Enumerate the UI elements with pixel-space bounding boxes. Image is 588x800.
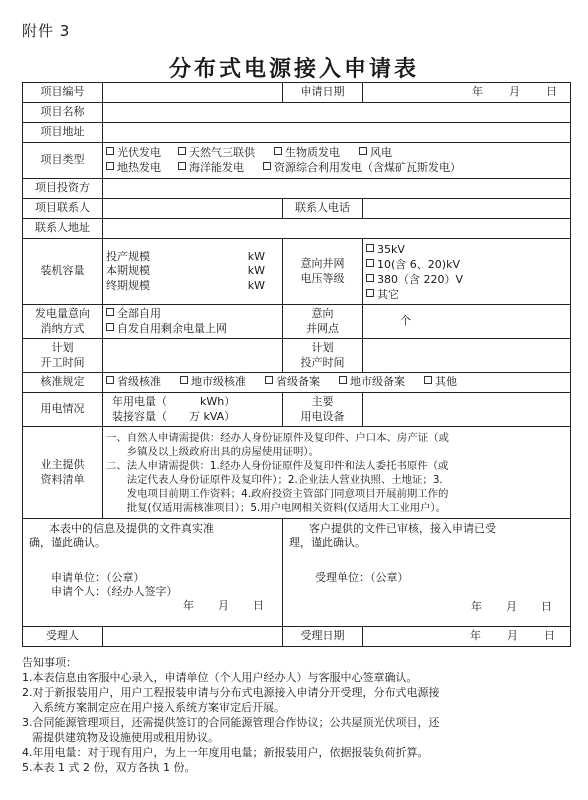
consumption-options	[103, 305, 283, 339]
plan-start-label: 计划 开工时间	[23, 339, 103, 373]
voltage-label: 意向并网 电压等级	[283, 239, 363, 305]
project-no-field[interactable]	[103, 83, 283, 103]
applicant-date[interactable]: 年 月 日	[183, 599, 264, 613]
checkbox-surplus-to-grid[interactable]: 自发自用剩余电量上网	[106, 322, 279, 336]
handler-field[interactable]	[103, 627, 283, 647]
checkbox-provincial-approval[interactable]: 省级核准	[106, 375, 161, 388]
checkbox-resource[interactable]: 资源综合利用发电（含煤矿瓦斯发电）	[263, 161, 461, 174]
checkbox-35kv[interactable]: 35kV	[366, 242, 567, 257]
checkbox-biomass[interactable]: 生物质发电	[274, 146, 340, 159]
doc-line: 乡镇及以上级政府出具的房屋使用证明）。	[106, 445, 320, 458]
checkbox-self-use[interactable]: 全部自用	[106, 307, 279, 321]
documents-list	[103, 427, 571, 519]
project-name-field[interactable]	[103, 103, 571, 123]
checkbox-other-voltage[interactable]: 其它	[366, 287, 567, 302]
applicant-statement: 本表中的信息及提供的文件真实准	[49, 522, 214, 535]
apply-date-label: 申请日期	[283, 83, 363, 103]
accept-date-field[interactable]: 年 月 日	[363, 627, 571, 647]
checkbox-provincial-filing[interactable]: 省级备案	[265, 375, 320, 388]
main-equipment-label: 主要 用电设备	[283, 393, 363, 427]
notice-line: 5.本表 1 式 2 份，双方各执 1 份。	[22, 761, 196, 774]
applicant-sign-block	[23, 519, 283, 627]
plan-production-field[interactable]	[363, 339, 571, 373]
apply-date-field[interactable]	[363, 83, 571, 103]
acceptor-unit-seal[interactable]: 受理单位：（公章）	[315, 570, 409, 584]
notice-heading: 告知事项：	[22, 656, 77, 669]
capacity-field[interactable]	[103, 239, 283, 305]
electricity-use-label: 用电情况	[23, 393, 103, 427]
doc-line: 二、法人申请需提供：1.经办人身份证原件及复印件和法人委托书原件（或	[106, 459, 449, 472]
notice-line: 1.本表信息由客服中心录入，申请单位（个人用户经办人）与客服中心签章确认。	[22, 671, 418, 684]
investor-field[interactable]	[103, 179, 571, 199]
checkbox-ocean[interactable]: 海洋能发电	[178, 161, 244, 174]
unit-ge: 个	[400, 314, 411, 328]
project-address-label: 项目地址	[23, 123, 103, 143]
acceptor-sign-block	[283, 519, 571, 627]
form-title: 分布式电源接入申请表	[168, 57, 419, 82]
attachment-label: 附件 3	[22, 22, 71, 40]
approval-options	[103, 373, 571, 393]
notice-section	[22, 655, 570, 775]
contact-address-label: 联系人地址	[23, 219, 103, 239]
applicant-person-sign[interactable]: 申请个人：（经办人签字）	[51, 584, 178, 598]
contact-phone-field[interactable]	[363, 199, 571, 219]
checkbox-geothermal[interactable]: 地热发电	[106, 161, 161, 174]
unit-kw: kW	[247, 250, 265, 264]
acceptor-statement: 客户提供的文件已审核，接入申请已受	[309, 522, 496, 535]
acceptor-statement-cont: 理，谨此确认。	[289, 536, 366, 550]
accept-date-label: 受理日期	[283, 627, 363, 647]
doc-line: 一、自然人申请需提供：经办人身份证原件及复印件、户口本、房产证（或	[106, 431, 449, 444]
contact-person-label: 项目联系人	[23, 199, 103, 219]
project-type-options	[103, 143, 571, 179]
acceptor-date[interactable]: 年 月 日	[471, 599, 552, 613]
applicant-statement-cont: 确，谨此确认。	[29, 536, 106, 550]
year-label: 年	[472, 85, 483, 99]
consumption-label: 发电量意向 消纳方式	[23, 305, 103, 339]
contact-person-field[interactable]	[103, 199, 283, 219]
capacity-row-label: 终期规模	[106, 278, 150, 292]
approval-label: 核准规定	[23, 373, 103, 393]
plan-production-label: 计划 投产时间	[283, 339, 363, 373]
checkbox-city-filing[interactable]: 地市级备案	[339, 375, 405, 388]
notice-line: 入系统方案制定应在用户接入系统方案审定后开展。	[32, 701, 285, 714]
unit-kw: kW	[247, 264, 265, 278]
applicant-unit-seal[interactable]: 申请单位：（公章）	[51, 570, 145, 584]
project-address-field[interactable]	[103, 123, 571, 143]
notice-line: 4.年用电量：对于现有用户，为上一年度用电量；新报装用户，依据报装负荷折算。	[22, 746, 429, 759]
checkbox-10kv[interactable]: 10(含 6、20)kV	[366, 257, 567, 272]
application-form-table	[22, 82, 571, 647]
capacity-label: 装机容量	[23, 239, 103, 305]
checkbox-380v[interactable]: 380（含 220）V	[366, 272, 567, 287]
electricity-use-field[interactable]: 年用电量（ kWh） 装接容量（ 万 kVA）	[103, 393, 283, 427]
notice-line: 3.合同能源管理项目，还需提供签订的合同能源管理合作协议；公共屋顶光伏项目，还	[22, 716, 440, 729]
day-label: 日	[546, 85, 557, 99]
project-name-label: 项目名称	[23, 103, 103, 123]
plan-start-field[interactable]	[103, 339, 283, 373]
contact-address-field[interactable]	[103, 219, 571, 239]
unit-kw: kW	[247, 278, 265, 292]
doc-line: 批复(仅适用需核准项目）；5.用户电网相关资料(仅适用大工业用户）。	[106, 501, 447, 514]
doc-line: 发电项目前期工作资料；4.政府投资主管部门同意项目开展前期工作的	[106, 487, 449, 500]
checkbox-city-approval[interactable]: 地市级核准	[180, 375, 246, 388]
grid-point-label: 意向 并网点	[283, 305, 363, 339]
main-equipment-field[interactable]	[363, 393, 571, 427]
month-label: 月	[509, 85, 520, 99]
grid-point-field[interactable]	[363, 305, 571, 339]
notice-line: 2.对于新报装用户，用户工程报装申请与分布式电源接入申请分开受理，分布式电源接	[22, 686, 440, 699]
handler-label: 受理人	[23, 627, 103, 647]
notice-line: 需提供建筑物及设施使用或租用协议。	[32, 731, 219, 744]
investor-label: 项目投资方	[23, 179, 103, 199]
capacity-row-label: 本期规模	[106, 264, 150, 278]
checkbox-other-approval[interactable]: 其他	[424, 375, 457, 388]
documents-label: 业主提供 资料清单	[23, 427, 103, 519]
checkbox-cchp[interactable]: 天然气三联供	[178, 146, 255, 159]
doc-line: 法定代表人身份证原件及复印件）；2.企业法人营业执照、土地证；3.	[106, 473, 443, 486]
voltage-options	[363, 239, 571, 305]
checkbox-pv[interactable]: 光伏发电	[106, 146, 161, 159]
project-type-label: 项目类型	[23, 143, 103, 179]
project-no-label: 项目编号	[23, 83, 103, 103]
checkbox-wind[interactable]: 风电	[359, 146, 392, 159]
capacity-row-label: 投产规模	[106, 250, 150, 264]
contact-phone-label: 联系人电话	[283, 199, 363, 219]
